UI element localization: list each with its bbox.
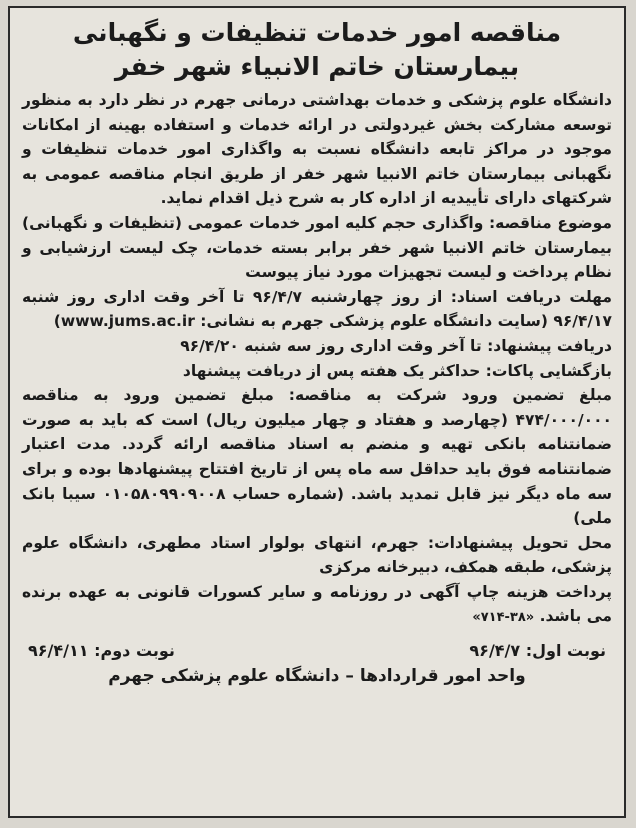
- title-line-2: بیمارستان خاتم الانبیاء شهر خفر: [114, 52, 520, 81]
- second-turn-date: نوبت دوم: ۹۶/۴/۱۱: [28, 641, 175, 661]
- notice-body: [22, 88, 612, 631]
- website-link[interactable]: www.jums.ac.ir: [60, 312, 195, 331]
- notice-title: [22, 16, 612, 84]
- cost-text: پرداخت هزینه چاپ آگهی در روزنامه و سایر کسورات قانونی به عهده برنده می باشد.: [22, 582, 612, 626]
- publication-dates: [22, 641, 612, 660]
- docs-deadline-paragraph: [22, 285, 612, 334]
- opening-paragraph: بازگشایی پاکات: حداکثر یک هفته پس از دریافت پیشنهاد: [182, 361, 612, 380]
- proposal-deadline-paragraph: دریافت پیشنهاد: تا آخر وقت اداری روز سه شنبه ۹۶/۴/۲۰: [180, 336, 612, 355]
- intro-paragraph: دانشگاه علوم پزشکی و خدمات بهداشتی درمانی جهرم در نظر دارد به منظور توسعه مشارکت بخش غیردولتی در ارائه خدمات و استفاده بهینه از امکانات موجود در مراکز تابعه دانشگاه نسبت به واگذاری امور خدمات تنظیفات و نگهبانی بیمارستان خاتم الانبیا شهر خفر از طریق انجام مناقصه عمومی به شرکتهای دارای تأییدیه از اداره کار به شرح ذیل اقدام نماید.: [22, 91, 612, 208]
- docs-deadline-text: مهلت دریافت اسناد: از روز چهارشنبه ۹۶/۴/۷ تا آخر وقت اداری روز شنبه ۹۶/۴/۱۷ (سایت دانشگاه علوم پزشکی جهرم به نشانی:: [22, 287, 612, 331]
- cost-paragraph: [22, 580, 612, 631]
- title-line-1: مناقصه امور خدمات تنظیفات و نگهبانی: [72, 18, 562, 47]
- issuer-footer: واحد امور قراردادها – دانشگاه علوم پزشکی جهرم: [108, 666, 526, 687]
- delivery-paragraph: محل تحویل پیشنهادات: جهرم، انتهای بولوار استاد مطهری، دانشگاه علوم پزشکی، طبقه همکف، دبیرخانه مرکزی: [22, 533, 612, 577]
- first-turn-date: نوبت اول: ۹۶/۴/۷: [469, 641, 606, 661]
- subject-paragraph: موضوع مناقصه: واگذاری حجم کلیه امور خدمات عمومی (تنظیفات و نگهبانی) بیمارستان خاتم الانبیا شهر خفر برابر بسته خدمات، چک لیست ارزشیابی و نظام پرداخت و لیست تجهیزات مورد نیاز پیوست: [22, 213, 612, 282]
- newspaper-notice: [8, 6, 626, 818]
- reference-code: «۷۱۴-۳۸»: [472, 610, 535, 626]
- guarantee-paragraph: مبلغ تضمین ورود شرکت به مناقصه: مبلغ تضمین ورود به مناقصه ۴۷۴/۰۰۰/۰۰۰ (چهارصد و هفتاد و چهار میلیون ریال) است که باید به صورت ضمانتنامه بانکی تهیه و منضم به اسناد مناقصه ارائه گردد. مدت اعتبار ضمانتنامه فوق باید حداقل سه ماه پس از تاریخ افتتاح پیشنهادها بوده و برای سه ماه دیگر نیز قابل تمدید باشد. (شماره حساب ۰۱۰۵۸۰۹۹۰۹۰۰۸ سیبا بانک ملی): [22, 386, 613, 528]
- website-close: ): [53, 312, 61, 331]
